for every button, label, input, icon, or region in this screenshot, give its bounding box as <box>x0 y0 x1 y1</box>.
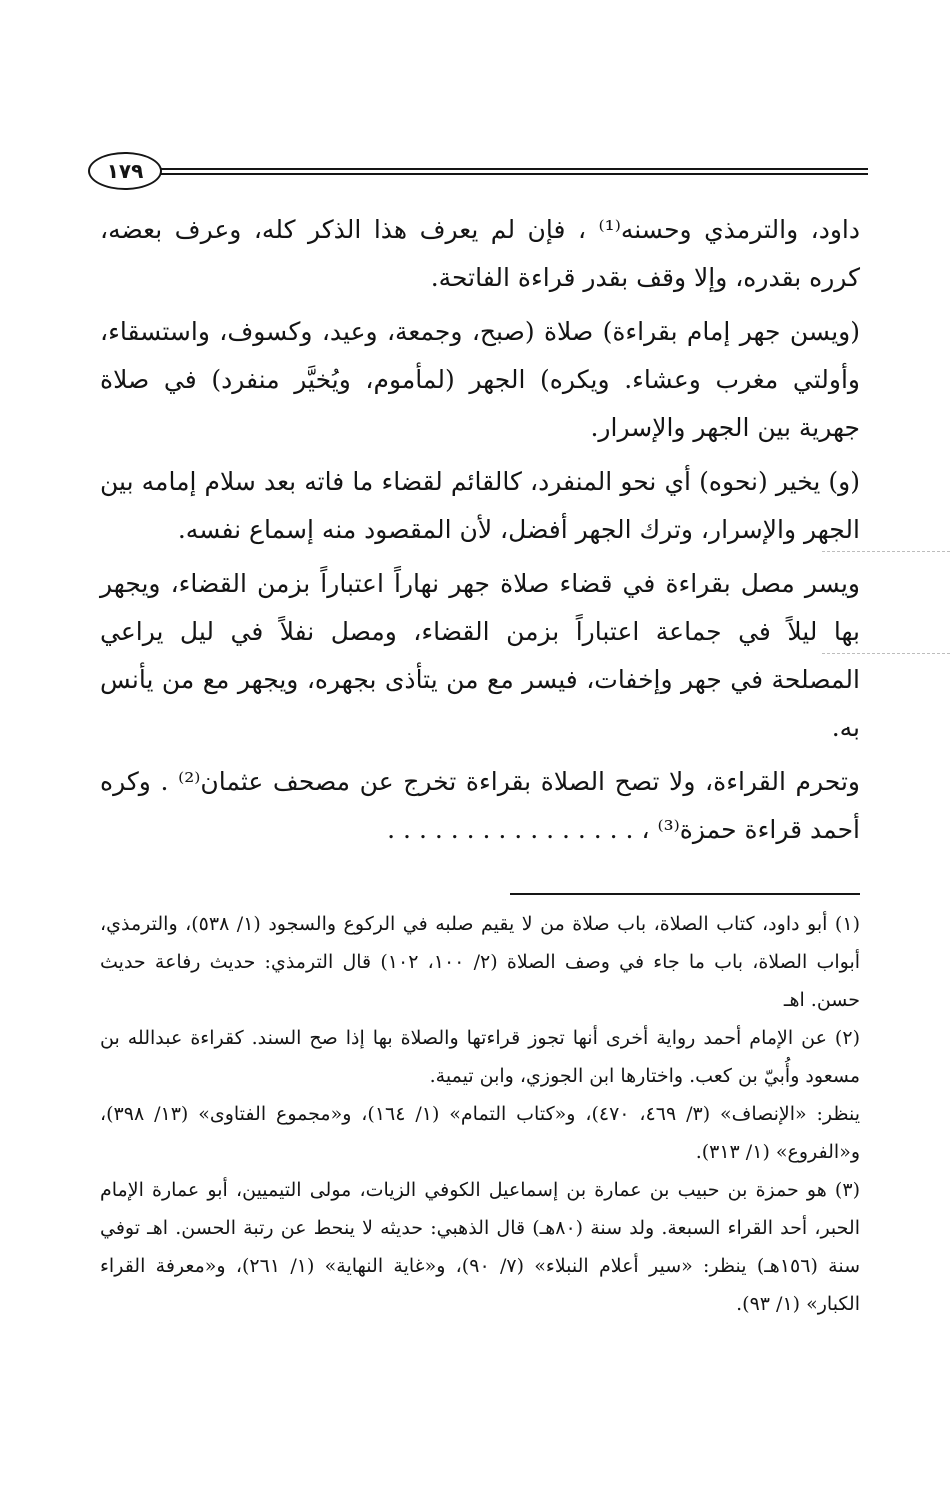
margin-dash-line <box>822 653 950 654</box>
paragraph-5: وتحرم القراءة، ولا تصح الصلاة بقراءة تخرج عن مصحف عثمان⁽²⁾ . وكره أحمد قراءة حمزة⁽³⁾ ، . . . . . . . . . . . . . . . . <box>100 767 860 844</box>
footnote-2: (٢) عن الإمام أحمد رواية أخرى أنها تجوز قراءتها والصلاة بها إذا صح السند. كقراءة عبدالله بن مسعود وأُبيّ بن كعب. واختارها ابن الجوزي، وابن تيمية. <box>100 1027 860 1087</box>
header-rule <box>156 168 868 175</box>
footnote-3: (٣) هو حمزة بن حبيب بن عمارة بن إسماعيل الكوفي الزيات، مولى التيميين، أبو عمارة الإمام الحبر، أحد القراء السبعة. ولد سنة (٨٠هـ) قال الذهبي: حديثه لا ينحط عن رتبة الحسن. اهـ توفي سنة (١٥٦هـ) ينظر: «سير أعلام النبلاء» (٧/ ٩٠)، و«غاية النهاية» (١/ ٢٦١)، و«معرفة القراء الكبار» (١/ ٩٣). <box>100 1179 861 1315</box>
margin-dash-line <box>822 551 950 552</box>
footnote-2-references: ينظر: «الإنصاف» (٣/ ٤٦٩، ٤٧٠)، و«كتاب التمام» (١/ ١٦٤)، و«مجموع الفتاوى» (١٣/ ٣٩٨)، و«الفروع» (١/ ٣١٣). <box>100 1103 861 1163</box>
page-number: ١٧٩ <box>88 152 162 190</box>
paragraph-4: ويسر مصل بقراءة في قضاء صلاة جهر نهاراً اعتباراً بزمن القضاء، ويجهر بها ليلاً في جماعة اعتباراً بزمن القضاء، ومصل نفلاً في ليل يراعي المصلحة في جهر وإخفات، فيسر مع من يتأذى بجهره، ويجهر مع من يأنس به. <box>100 569 860 742</box>
page-header <box>88 150 868 196</box>
paragraph-2: (ويسن جهر إمام بقراءة) صلاة (صبح، وجمعة، وعيد، وكسوف، واستسقاء، وأولتي مغرب وعشاء. ويكره) الجهر (لمأموم، ويُخيَّر منفرد) في صلاة جهرية بين الجهر والإسرار. <box>100 317 860 442</box>
paragraph-1: داود، والترمذي وحسنه⁽¹⁾ ، فإن لم يعرف هذا الذكر كله، وعرف بعضه، كرره بقدره، وإلا وقف بقدر قراءة الفاتحة. <box>100 215 861 292</box>
paragraph-3: (و) يخير (نحوه) أي نحو المنفرد، كالقائم لقضاء ما فاته بعد سلام إمامه بين الجهر والإسرار، وترك الجهر أفضل، لأن المقصود منه إسماع نفسه. <box>100 467 860 544</box>
footnotes <box>100 905 860 1323</box>
main-text <box>100 206 860 860</box>
footnote-separator <box>510 893 860 895</box>
footnote-1: (١) أبو داود، كتاب الصلاة، باب صلاة من لا يقيم صلبه في الركوع والسجود (١/ ٥٣٨)، والترمذي، أبواب الصلاة، باب ما جاء في وصف الصلاة (٢/ ١٠٠، ١٠٢) قال الترمذي: حديث رفاعة حديث حسن. اهـ <box>100 913 861 1011</box>
